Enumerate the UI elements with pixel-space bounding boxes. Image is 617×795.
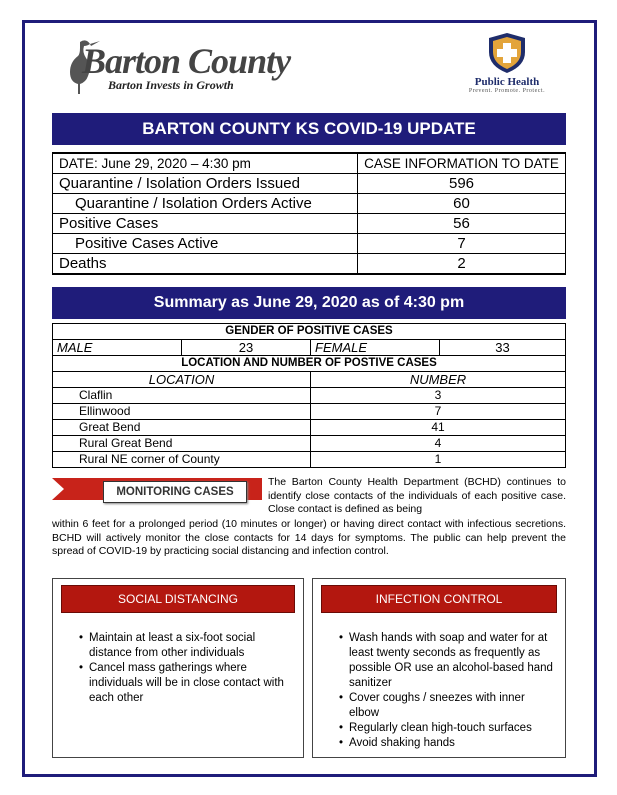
row-value: 7 xyxy=(358,234,566,254)
location-header: LOCATION AND NUMBER OF POSTIVE CASES xyxy=(53,356,566,372)
public-health-tagline: Prevent. Promote. Protect. xyxy=(468,88,546,94)
table-row xyxy=(53,254,566,275)
row-label: Positive Cases xyxy=(53,214,358,234)
infection-control-title: INFECTION CONTROL xyxy=(321,585,557,613)
table-row xyxy=(53,436,566,452)
public-health-name: Public Health xyxy=(474,76,540,88)
row-value: 2 xyxy=(358,254,566,275)
social-distancing-title: SOCIAL DISTANCING xyxy=(61,585,295,613)
shield-cross-icon xyxy=(487,32,527,74)
location-number: 1 xyxy=(311,452,566,468)
table-row xyxy=(53,340,566,356)
female-label: FEMALE xyxy=(311,340,440,356)
location-name: Great Bend xyxy=(53,420,311,436)
gender-header: GENDER OF POSITIVE CASES xyxy=(53,324,566,340)
case-info-header: CASE INFORMATION TO DATE xyxy=(358,153,566,174)
male-value: 23 xyxy=(182,340,311,356)
county-logo-tagline: Barton Invests in Growth xyxy=(108,78,234,92)
county-logo-title: Barton County xyxy=(82,41,291,81)
list-item: • Regularly clean high-touch surfaces xyxy=(339,721,557,736)
row-value: 596 xyxy=(358,174,566,194)
table-row xyxy=(53,388,566,404)
row-value: 60 xyxy=(358,194,566,214)
location-column-header: LOCATION xyxy=(53,372,311,388)
table-row xyxy=(53,214,566,234)
location-name: Claflin xyxy=(53,388,311,404)
infection-control-list xyxy=(313,631,565,751)
list-item: • Cancel mass gatherings where individuals will be in close contact with each other xyxy=(79,661,295,706)
row-label: Deaths xyxy=(53,254,358,275)
female-value: 33 xyxy=(440,340,566,356)
positive-cases-table xyxy=(52,323,566,468)
row-value: 56 xyxy=(358,214,566,234)
social-distancing-box xyxy=(52,578,304,758)
table-row xyxy=(53,452,566,468)
location-name: Rural NE corner of County xyxy=(53,452,311,468)
location-name: Ellinwood xyxy=(53,404,311,420)
row-label: Positive Cases Active xyxy=(53,234,358,254)
date-label: DATE: June 29, 2020 – 4:30 pm xyxy=(53,153,358,174)
male-label: MALE xyxy=(53,340,182,356)
row-label: Quarantine / Isolation Orders Active xyxy=(53,194,358,214)
list-item: • Avoid shaking hands xyxy=(339,736,557,751)
table-row xyxy=(53,420,566,436)
location-number: 7 xyxy=(311,404,566,420)
row-label: Quarantine / Isolation Orders Issued xyxy=(53,174,358,194)
monitoring-text-intro: The Barton County Health Department (BCHD) continues to identify close contacts of the individuals of each positive case. Close contact is defined as being xyxy=(268,476,566,515)
table-row xyxy=(53,194,566,214)
infection-control-box xyxy=(312,578,566,758)
monitoring-cases-label: MONITORING CASES xyxy=(103,481,247,503)
table-row xyxy=(53,234,566,254)
list-item: • Wash hands with soap and water for at least twenty seconds as frequently as possible OR use an alcohol-based hand sanitizer xyxy=(339,631,557,691)
summary-title: Summary as June 29, 2020 as of 4:30 pm xyxy=(52,287,566,319)
number-column-header: NUMBER xyxy=(311,372,566,388)
barton-county-logo xyxy=(62,36,292,96)
monitoring-text-body: within 6 feet for a prolonged period (10 minutes or longer) or having direct contact with infectious secretions. BCHD will actively monitor the close contacts for 14 days for symptoms. The public can help prevent the spread of COVID-19 by practicing social distancing and infection control. xyxy=(52,518,566,557)
public-health-logo xyxy=(466,32,548,98)
location-number: 4 xyxy=(311,436,566,452)
location-number: 41 xyxy=(311,420,566,436)
location-name: Rural Great Bend xyxy=(53,436,311,452)
social-distancing-list xyxy=(53,631,303,706)
page-title: BARTON COUNTY KS COVID-19 UPDATE xyxy=(52,113,566,145)
table-row xyxy=(53,404,566,420)
list-item: • Cover coughs / sneezes with inner elbow xyxy=(339,691,557,721)
case-information-table xyxy=(52,152,566,275)
location-number: 3 xyxy=(311,388,566,404)
table-row xyxy=(53,174,566,194)
list-item: • Maintain at least a six-foot social distance from other individuals xyxy=(79,631,295,661)
